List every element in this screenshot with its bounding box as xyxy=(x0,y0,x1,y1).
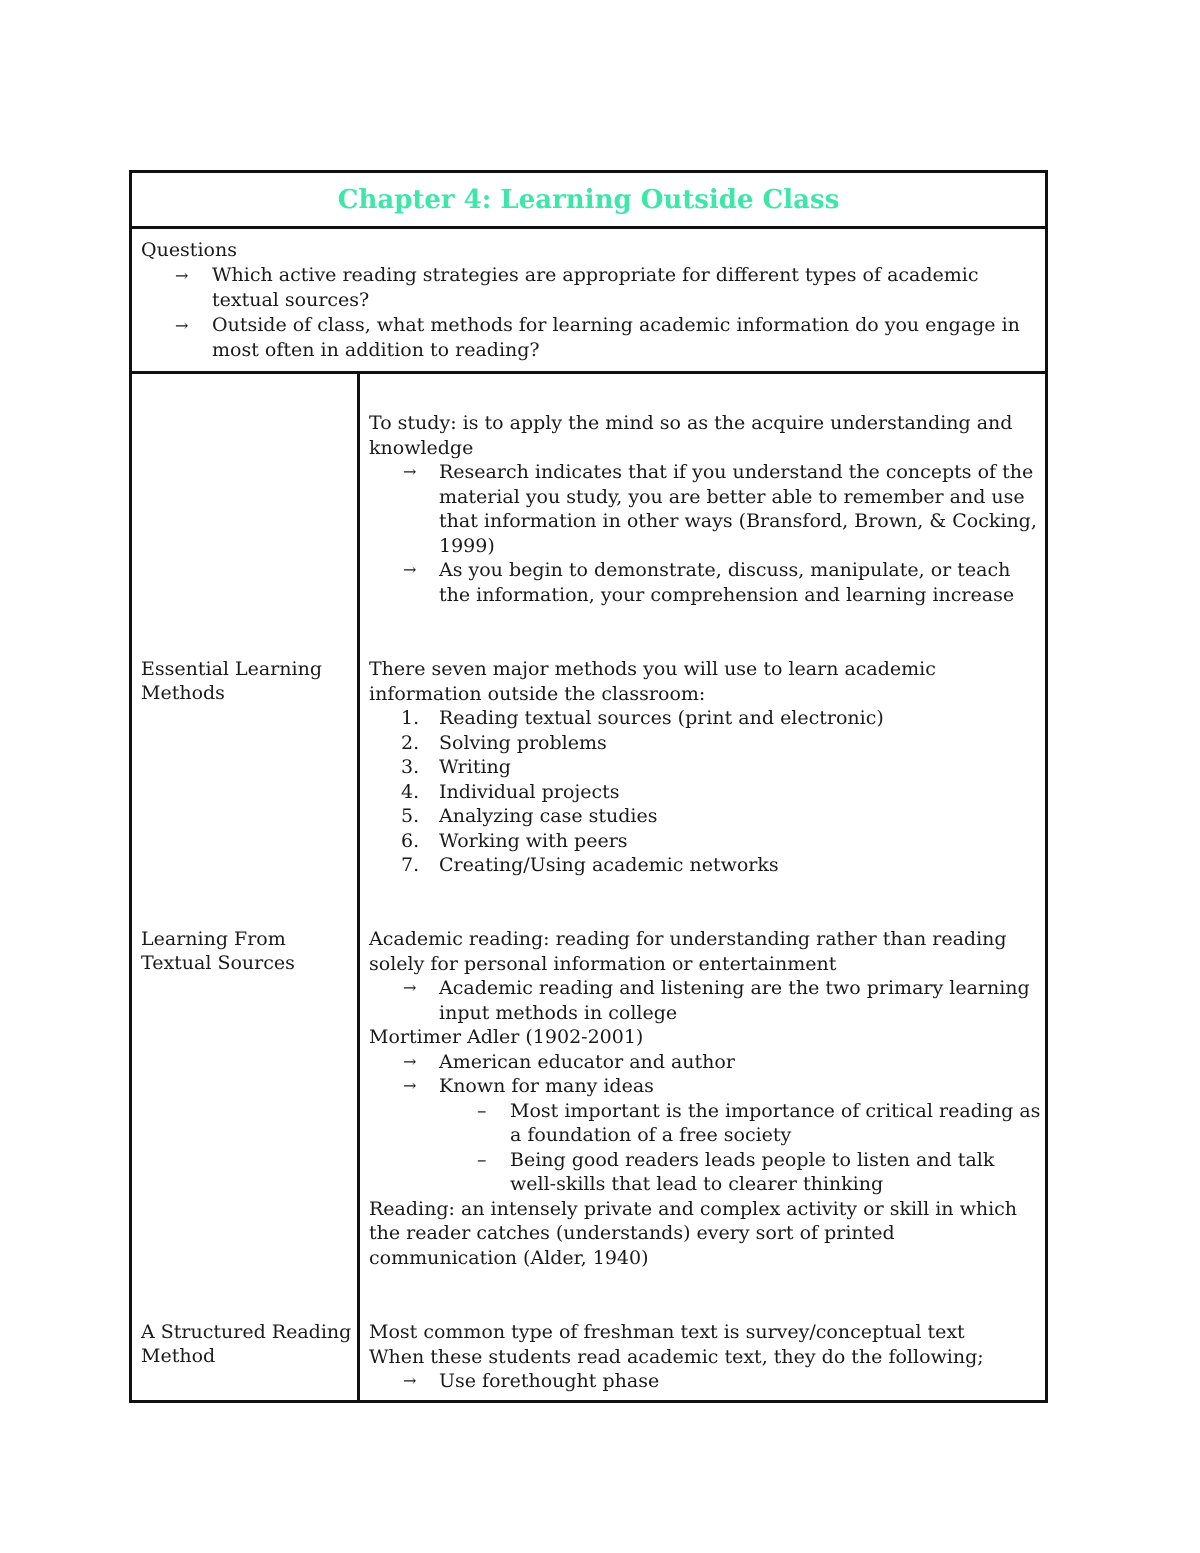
cue-structured-reading-method: A Structured Reading Method xyxy=(141,1321,352,1367)
numbered-item-text: Solving problems xyxy=(439,731,607,754)
questions-section xyxy=(132,229,1045,374)
note-intro: To study: is to apply the mind so as the acquire understanding and knowledge xyxy=(369,412,1013,459)
column-divider xyxy=(357,374,360,1400)
note-bullet-text: As you begin to demonstrate, discuss, manipulate, or teach the information, your comprehension and learning increase xyxy=(439,559,1015,606)
note-line: Most common type of freshman text is survey/conceptual text xyxy=(369,1321,965,1343)
note-subitem-text: Being good readers leads people to listen and talk well-skills that lead to clearer thinking xyxy=(510,1148,995,1195)
numbered-item-text: Analyzing case studies xyxy=(439,805,658,827)
numbered-item xyxy=(369,853,1044,878)
note-subitem xyxy=(369,1099,1044,1148)
note-bullet xyxy=(369,1074,1044,1099)
item-number: 5. xyxy=(401,805,420,827)
note-subitem xyxy=(369,1148,1044,1197)
numbered-item-text: Individual projects xyxy=(439,780,620,803)
arrow-bullet-icon: → xyxy=(403,560,417,579)
numbered-item-text: Working with peers xyxy=(439,829,628,852)
note-intro: Academic reading: reading for understanding rather than reading solely for personal information or entertainment xyxy=(369,928,1007,975)
dash-bullet-icon: – xyxy=(477,1148,487,1171)
cue-learning-from-textual-sources: Learning From Textual Sources xyxy=(141,928,295,974)
question-item xyxy=(141,263,1012,313)
note-bullet-text: American educator and author xyxy=(439,1050,735,1073)
note-bullet xyxy=(369,1369,1044,1394)
question-text: Which active reading strategies are appropriate for different types of academic textual sources? xyxy=(212,264,979,311)
arrow-bullet-icon: → xyxy=(403,1076,417,1095)
notes-body xyxy=(132,374,1045,1400)
numbered-item xyxy=(369,706,1044,731)
notes-block-textual-sources xyxy=(369,927,1044,1270)
numbered-item xyxy=(369,731,1044,756)
person-name: Mortimer Adler (1902-2001) xyxy=(369,1026,644,1048)
note-bullet-text: Use forethought phase xyxy=(439,1370,660,1392)
note-bullet-text: Known for many ideas xyxy=(439,1075,654,1097)
note-intro: There seven major methods you will use to learn academic information outside the classroom: xyxy=(369,658,936,705)
note-bullet-text: Academic reading and listening are the two primary learning input methods in college xyxy=(439,977,1030,1024)
note-bullet xyxy=(369,558,1044,607)
item-number: 4. xyxy=(401,780,420,803)
note-line: When these students read academic text, they do the following; xyxy=(369,1345,984,1368)
arrow-bullet-icon: → xyxy=(403,1371,417,1390)
note-bullet xyxy=(369,460,1044,558)
numbered-item-text: Creating/Using academic networks xyxy=(439,854,779,876)
numbered-item xyxy=(369,780,1044,805)
note-bullet-text: Research indicates that if you understand the concepts of the material you study, you are better able to remember and use that information in other ways (Bransford, Brown, & Cocking, 1999) xyxy=(439,461,1037,557)
cue-essential-learning-methods: Essential Learning Methods xyxy=(141,658,322,704)
page-title: Chapter 4: Learning Outside Class xyxy=(337,184,840,215)
item-number: 3. xyxy=(401,756,420,778)
note-subitem-text: Most important is the importance of critical reading as a foundation of a free society xyxy=(510,1099,1041,1146)
arrow-bullet-icon: → xyxy=(403,462,417,481)
notes-block-study xyxy=(369,411,1044,607)
numbered-item xyxy=(369,804,1044,829)
notes-block-methods xyxy=(369,657,1044,878)
arrow-bullet-icon: → xyxy=(175,266,189,285)
note-bullet xyxy=(369,1050,1044,1075)
question-item xyxy=(141,313,1032,363)
question-text: Outside of class, what methods for learning academic information do you engage in most often in addition to reading? xyxy=(212,314,1020,361)
arrow-bullet-icon: → xyxy=(175,316,189,335)
numbered-item xyxy=(369,829,1044,854)
reading-definition: Reading: an intensely private and complex activity or skill in which the reader catches (understands) every sort of printed communication (Alder, 1940) xyxy=(369,1197,1018,1269)
item-number: 1. xyxy=(401,707,420,729)
dash-bullet-icon: – xyxy=(477,1099,487,1122)
numbered-item xyxy=(369,755,1044,780)
cornell-notes-table xyxy=(129,170,1048,1403)
questions-label: Questions xyxy=(141,239,237,261)
item-number: 6. xyxy=(401,829,420,852)
item-number: 7. xyxy=(401,854,420,876)
note-bullet xyxy=(369,976,1044,1025)
numbered-item-text: Reading textual sources (print and electronic) xyxy=(439,707,884,729)
arrow-bullet-icon: → xyxy=(403,1051,417,1071)
arrow-bullet-icon: → xyxy=(403,978,417,997)
title-row xyxy=(132,173,1045,229)
numbered-item-text: Writing xyxy=(439,756,511,778)
item-number: 2. xyxy=(401,731,420,754)
notes-block-structured-reading xyxy=(369,1320,1044,1394)
